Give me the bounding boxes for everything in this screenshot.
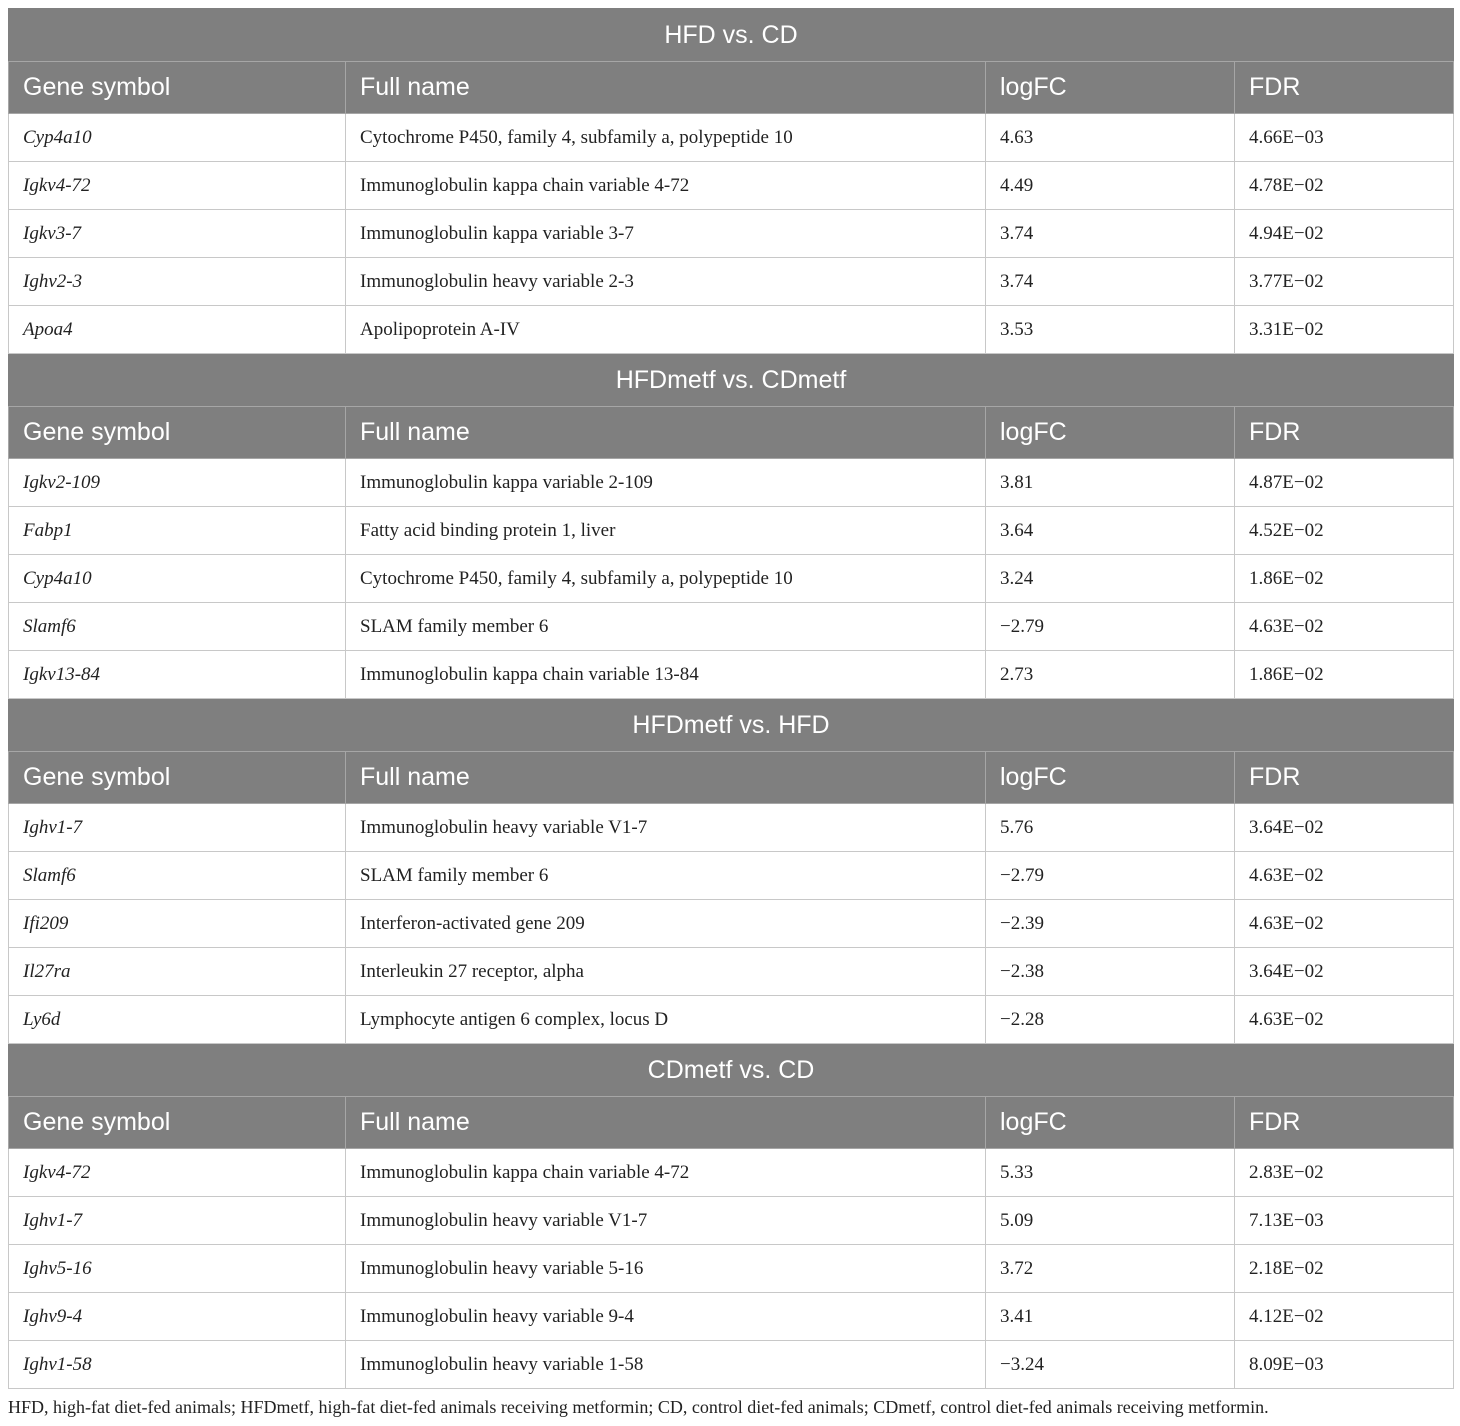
fdr-cell: 4.87E−02 — [1235, 459, 1454, 507]
table-row — [9, 1245, 1454, 1293]
logfc-cell: 3.24 — [986, 555, 1235, 603]
full-name-cell: Immunoglobulin kappa chain variable 13-84 — [346, 651, 986, 699]
column-header-logfc: logFC — [986, 752, 1235, 804]
gene-symbol-cell: Apoa4 — [9, 306, 346, 354]
column-header-row — [9, 1097, 1454, 1149]
column-header-gene-symbol: Gene symbol — [9, 62, 346, 114]
full-name-cell: Immunoglobulin kappa chain variable 4-72 — [346, 162, 986, 210]
fdr-cell: 4.12E−02 — [1235, 1293, 1454, 1341]
full-name-cell: Immunoglobulin kappa variable 3-7 — [346, 210, 986, 258]
full-name-cell: Cytochrome P450, family 4, subfamily a, polypeptide 10 — [346, 555, 986, 603]
column-header-full-name: Full name — [346, 62, 986, 114]
logfc-cell: 3.74 — [986, 210, 1235, 258]
table-row — [9, 1293, 1454, 1341]
table-footnote: HFD, high-fat diet-fed animals; HFDmetf, high-fat diet-fed animals receiving metformin; CD, control diet-fed animals; CDmetf, control diet-fed animals receiving metformin. — [8, 1397, 1269, 1417]
column-header-row — [9, 407, 1454, 459]
gene-symbol-cell: Ighv1-7 — [9, 1197, 346, 1245]
logfc-cell: −2.39 — [986, 900, 1235, 948]
full-name-cell: SLAM family member 6 — [346, 603, 986, 651]
gene-table — [8, 8, 1454, 1389]
column-header-gene-symbol: Gene symbol — [9, 1097, 346, 1149]
logfc-cell: 3.41 — [986, 1293, 1235, 1341]
column-header-logfc: logFC — [986, 1097, 1235, 1149]
column-header-row — [9, 62, 1454, 114]
gene-symbol-cell: Fabp1 — [9, 507, 346, 555]
fdr-cell: 4.63E−02 — [1235, 852, 1454, 900]
logfc-cell: 3.64 — [986, 507, 1235, 555]
column-header-fdr: FDR — [1235, 752, 1454, 804]
logfc-cell: 3.53 — [986, 306, 1235, 354]
full-name-cell: Immunoglobulin kappa variable 2-109 — [346, 459, 986, 507]
table-row — [9, 900, 1454, 948]
full-name-cell: Interleukin 27 receptor, alpha — [346, 948, 986, 996]
fdr-cell: 4.52E−02 — [1235, 507, 1454, 555]
full-name-cell: Interferon-activated gene 209 — [346, 900, 986, 948]
column-header-row — [9, 752, 1454, 804]
logfc-cell: 3.74 — [986, 258, 1235, 306]
logfc-cell: 5.33 — [986, 1149, 1235, 1197]
section-title-row — [9, 354, 1454, 407]
fdr-cell: 4.63E−02 — [1235, 996, 1454, 1044]
table-row — [9, 1341, 1454, 1389]
table-row — [9, 507, 1454, 555]
gene-symbol-cell: Il27ra — [9, 948, 346, 996]
logfc-cell: 5.76 — [986, 804, 1235, 852]
fdr-cell: 4.66E−03 — [1235, 114, 1454, 162]
gene-symbol-cell: Igkv2-109 — [9, 459, 346, 507]
full-name-cell: Immunoglobulin heavy variable 2-3 — [346, 258, 986, 306]
fdr-cell: 4.78E−02 — [1235, 162, 1454, 210]
column-header-fdr: FDR — [1235, 1097, 1454, 1149]
gene-symbol-cell: Ifi209 — [9, 900, 346, 948]
logfc-cell: −2.79 — [986, 852, 1235, 900]
logfc-cell: 4.63 — [986, 114, 1235, 162]
full-name-cell: SLAM family member 6 — [346, 852, 986, 900]
fdr-cell: 2.83E−02 — [1235, 1149, 1454, 1197]
gene-symbol-cell: Slamf6 — [9, 852, 346, 900]
gene-symbol-cell: Ighv1-7 — [9, 804, 346, 852]
gene-symbol-cell: Ly6d — [9, 996, 346, 1044]
gene-symbol-cell: Igkv13-84 — [9, 651, 346, 699]
fdr-cell: 3.77E−02 — [1235, 258, 1454, 306]
column-header-gene-symbol: Gene symbol — [9, 407, 346, 459]
table-row — [9, 258, 1454, 306]
table-row — [9, 804, 1454, 852]
gene-symbol-cell: Cyp4a10 — [9, 114, 346, 162]
gene-symbol-cell: Igkv3-7 — [9, 210, 346, 258]
table-container — [8, 8, 1453, 1389]
column-header-logfc: logFC — [986, 407, 1235, 459]
table-row — [9, 1149, 1454, 1197]
full-name-cell: Immunoglobulin heavy variable V1-7 — [346, 1197, 986, 1245]
column-header-full-name: Full name — [346, 752, 986, 804]
section-title-row — [9, 699, 1454, 752]
full-name-cell: Apolipoprotein A-IV — [346, 306, 986, 354]
column-header-fdr: FDR — [1235, 407, 1454, 459]
fdr-cell: 4.63E−02 — [1235, 603, 1454, 651]
gene-symbol-cell: Igkv4-72 — [9, 162, 346, 210]
section-title-row — [9, 9, 1454, 62]
logfc-cell: −2.38 — [986, 948, 1235, 996]
gene-symbol-cell: Cyp4a10 — [9, 555, 346, 603]
column-header-full-name: Full name — [346, 407, 986, 459]
table-row — [9, 459, 1454, 507]
fdr-cell: 1.86E−02 — [1235, 555, 1454, 603]
gene-symbol-cell: Ighv1-58 — [9, 1341, 346, 1389]
section-title: HFDmetf vs. CDmetf — [9, 354, 1454, 407]
full-name-cell: Cytochrome P450, family 4, subfamily a, polypeptide 10 — [346, 114, 986, 162]
logfc-cell: 3.72 — [986, 1245, 1235, 1293]
logfc-cell: 5.09 — [986, 1197, 1235, 1245]
section-title-row — [9, 1044, 1454, 1097]
fdr-cell: 4.94E−02 — [1235, 210, 1454, 258]
fdr-cell: 3.64E−02 — [1235, 804, 1454, 852]
full-name-cell: Immunoglobulin heavy variable 1-58 — [346, 1341, 986, 1389]
table-row — [9, 603, 1454, 651]
table-row — [9, 651, 1454, 699]
logfc-cell: −2.28 — [986, 996, 1235, 1044]
logfc-cell: 2.73 — [986, 651, 1235, 699]
section-title: HFDmetf vs. HFD — [9, 699, 1454, 752]
column-header-gene-symbol: Gene symbol — [9, 752, 346, 804]
full-name-cell: Immunoglobulin heavy variable V1-7 — [346, 804, 986, 852]
column-header-full-name: Full name — [346, 1097, 986, 1149]
fdr-cell: 4.63E−02 — [1235, 900, 1454, 948]
table-row — [9, 114, 1454, 162]
logfc-cell: −2.79 — [986, 603, 1235, 651]
table-row — [9, 948, 1454, 996]
logfc-cell: −3.24 — [986, 1341, 1235, 1389]
table-row — [9, 162, 1454, 210]
table-row — [9, 306, 1454, 354]
table-row — [9, 852, 1454, 900]
table-row — [9, 555, 1454, 603]
gene-symbol-cell: Ighv2-3 — [9, 258, 346, 306]
table-row — [9, 1197, 1454, 1245]
table-row — [9, 996, 1454, 1044]
logfc-cell: 3.81 — [986, 459, 1235, 507]
fdr-cell: 3.64E−02 — [1235, 948, 1454, 996]
column-header-fdr: FDR — [1235, 62, 1454, 114]
gene-symbol-cell: Igkv4-72 — [9, 1149, 346, 1197]
section-title: CDmetf vs. CD — [9, 1044, 1454, 1097]
full-name-cell: Fatty acid binding protein 1, liver — [346, 507, 986, 555]
section-title: HFD vs. CD — [9, 9, 1454, 62]
fdr-cell: 2.18E−02 — [1235, 1245, 1454, 1293]
fdr-cell: 1.86E−02 — [1235, 651, 1454, 699]
table-row — [9, 210, 1454, 258]
fdr-cell: 8.09E−03 — [1235, 1341, 1454, 1389]
full-name-cell: Immunoglobulin kappa chain variable 4-72 — [346, 1149, 986, 1197]
full-name-cell: Immunoglobulin heavy variable 9-4 — [346, 1293, 986, 1341]
fdr-cell: 7.13E−03 — [1235, 1197, 1454, 1245]
gene-symbol-cell: Ighv5-16 — [9, 1245, 346, 1293]
column-header-logfc: logFC — [986, 62, 1235, 114]
fdr-cell: 3.31E−02 — [1235, 306, 1454, 354]
full-name-cell: Immunoglobulin heavy variable 5-16 — [346, 1245, 986, 1293]
gene-symbol-cell: Slamf6 — [9, 603, 346, 651]
logfc-cell: 4.49 — [986, 162, 1235, 210]
gene-symbol-cell: Ighv9-4 — [9, 1293, 346, 1341]
full-name-cell: Lymphocyte antigen 6 complex, locus D — [346, 996, 986, 1044]
